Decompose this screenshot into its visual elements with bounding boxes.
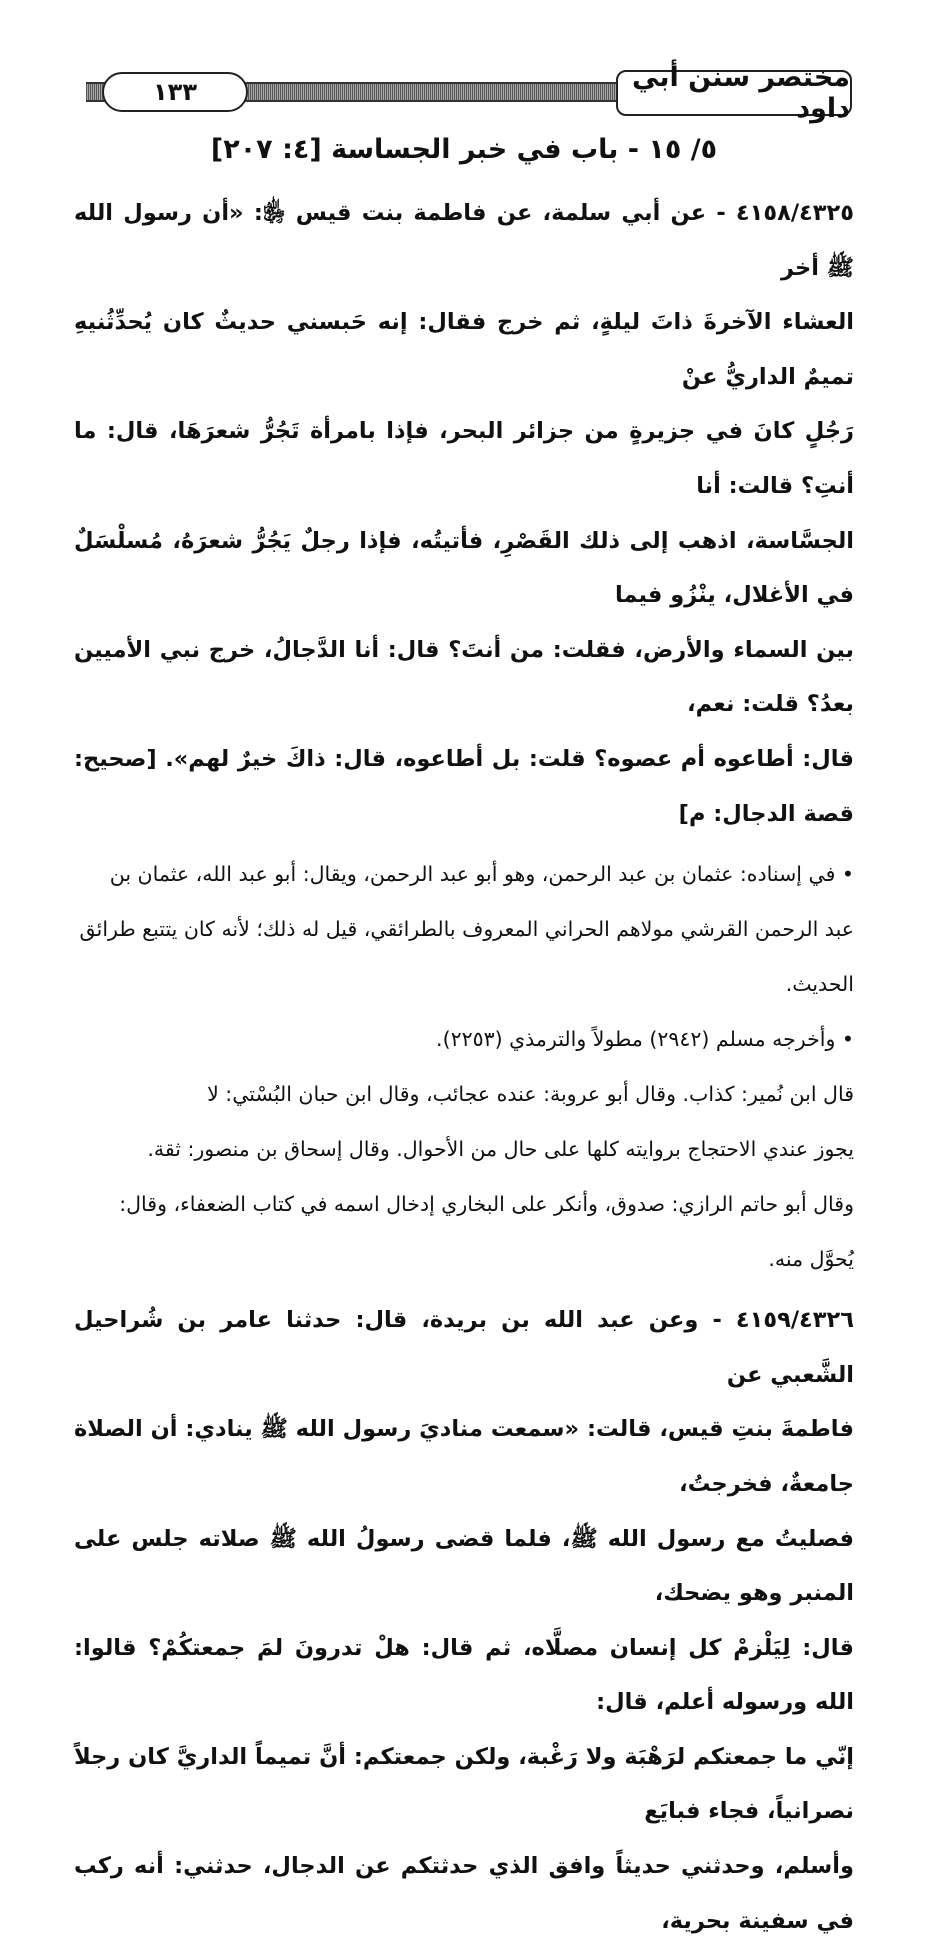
- book-title: مختصر سنن أبي داود: [616, 70, 852, 116]
- chapter-title: ٥/ ١٥ - باب في خبر الجساسة [٤: ٢٠٧]: [210, 134, 718, 165]
- page-header: [86, 62, 850, 124]
- page-number: ١٣٣: [102, 72, 248, 112]
- page-content: [74, 130, 854, 1948]
- hadith-4159: ٤١٥٩/٤٣٢٦ - وعن عبد الله بن بريدة، قال: حدثنا عامر بن شُراحيل الشَّعبي عن فاطمةَ بنتِ قيس، قالت: «سمعت مناديَ رسول الله ﷺ ينادي: أن الصلاة جامعةٌ، فخرجتُ، فصليتُ مع رسول الله ﷺ، فلما قضى رسولُ الله ﷺ صلاته جلس على المنبر وهو يضحك، قال: لِيَلْزمْ كل إنسان مصلَّاه، ثم قال: هلْ تدرونَ لمَ جمعتكُمْ؟ قالوا: الله ورسوله أعلم، قال: إنّي ما جمعتكم لرَهْبَة ولا رَغْبة، ولكن جمعتكم: أنَّ تميماً الداريَّ كان رجلاً نصرانياً، فجاء فبايَع وأسلم، وحدثني حديثاً وافق الذي حدثتكم عن الدجال، حدثني: أنه ركب في سفينة بحرية،: [74, 1307, 854, 1934]
- note-narrator-grading: قال ابن نُمير: كذاب. وقال أبو عروبة: عنده عجائب، وقال ابن حبان البُسْتي: لا يجوز عندي الاحتجاج بروايته كلها على حال من الأحوال. وقال إسحاق بن منصور: ثقة. وقال أبو حاتم الرازي: صدوق، وأنكر على البخاري إدخال اسمه في كتاب الضعفاء، وقال: يُحوَّل منه.: [119, 1082, 854, 1272]
- note-takhrij: • وأخرجه مسلم (٢٩٤٢) مطولاً والترمذي (٢٢٥٣).: [436, 1027, 854, 1052]
- note-isnad: • في إسناده: عثمان بن عبد الرحمن، وهو أبو عبد الرحمن، ويقال: أبو عبد الله، عثمان بن عبد الرحمن القرشي مولاهم الحراني المعروف بالطرائقي، قيل له ذلك؛ لأنه كان يتتبع طرائق الحديث.: [79, 862, 854, 997]
- hadith-4158: ٤١٥٨/٤٣٢٥ - عن أبي سلمة، عن فاطمة بنت قيس ﵂: «أن رسول الله ﷺ أخر العشاء الآخرةَ ذاتَ ليلةٍ، ثم خرج فقال: إنه حَبسني حديثٌ كان يُحدِّثُنيهِ تميمٌ الداريُّ عنْ رَجُلٍ كانَ في جزيرةٍ من جزائر البحر، فإذا بامرأة تَجُرُّ شعرَهَا، قال: ما أنتِ؟ قالت: أنا الجسَّاسة، اذهب إلى ذلك القَصْرِ، فأتيتُه، فإذا رجلٌ يَجُرُّ شعرَهُ، مُسلْسَلٌ في الأغلال، ينْزُو فيما بين السماء والأرض، فقلت: من أنتَ؟ قال: أنا الدَّجالُ، خرج نبي الأميين بعدُ؟ قلت: نعم، قال: أطاعوه أم عصوه؟ قلت: بل أطاعوه، قال: ذاكَ خيرٌ لهم». [صحيح: قصة الدجال: م]: [74, 200, 854, 827]
